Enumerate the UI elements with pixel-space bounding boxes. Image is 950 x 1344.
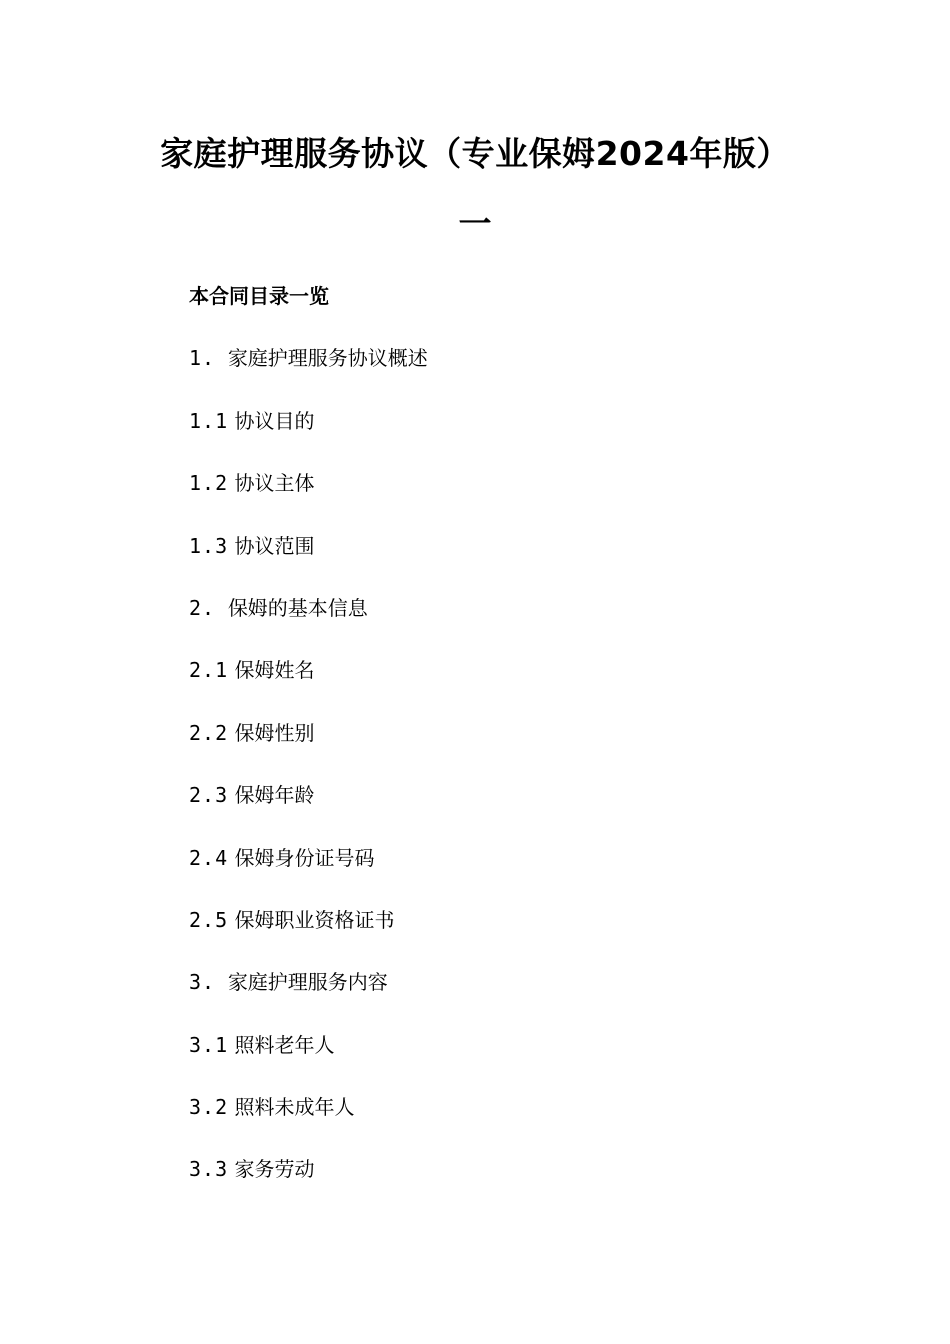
toc-item-text: 家庭护理服务协议概述: [227, 346, 428, 371]
toc-item: [189, 403, 889, 465]
document-title: 家庭护理服务协议（专业保姆2024年版）: [160, 134, 790, 173]
toc-item-text: 保姆年龄: [234, 783, 315, 808]
toc-item-number: 2.4: [189, 845, 229, 870]
toc-item-number: 2.2: [189, 720, 229, 745]
toc-item: [189, 715, 889, 777]
toc-item: [189, 840, 889, 902]
toc-item-number: 1.2: [189, 471, 229, 496]
toc-item-number: 2.: [189, 595, 216, 620]
toc-item-number: 2.3: [189, 783, 229, 808]
toc-item-text: 保姆性别: [234, 720, 315, 745]
toc-heading: 本合同目录一览: [189, 284, 329, 308]
toc-item: [189, 590, 889, 652]
toc-item-number: 1.3: [189, 533, 229, 558]
toc-item-text: 协议目的: [234, 408, 315, 433]
document-title-suffix: 一: [458, 204, 492, 243]
toc-item: [189, 1027, 889, 1089]
toc-item-number: 3.: [189, 970, 216, 995]
toc-item-text: 协议主体: [234, 471, 315, 496]
toc-item-text: 照料老年人: [234, 1032, 335, 1057]
toc-item-text: 保姆姓名: [234, 658, 315, 683]
toc-item-number: 3.3: [189, 1157, 229, 1182]
toc-item: [189, 340, 889, 402]
toc-item-number: 2.1: [189, 658, 229, 683]
toc-item-text: 保姆职业资格证书: [234, 907, 395, 932]
table-of-contents: [189, 278, 889, 1214]
toc-item: [189, 1089, 889, 1151]
toc-item: [189, 1151, 889, 1213]
toc-item-number: 3.2: [189, 1095, 229, 1120]
toc-item-text: 保姆的基本信息: [227, 595, 368, 620]
toc-item: [189, 465, 889, 527]
toc-item: [189, 902, 889, 964]
toc-item: [189, 528, 889, 590]
toc-item-text: 家务劳动: [234, 1157, 315, 1182]
toc-item-text: 照料未成年人: [234, 1095, 355, 1120]
toc-item-number: 1.1: [189, 408, 229, 433]
toc-item: [189, 964, 889, 1026]
toc-item-text: 家庭护理服务内容: [227, 970, 388, 995]
toc-item: [189, 777, 889, 839]
toc-item-number: 2.5: [189, 907, 229, 932]
toc-item: [189, 652, 889, 714]
toc-item-number: 3.1: [189, 1032, 229, 1057]
toc-item-text: 协议范围: [234, 533, 315, 558]
toc-item-number: 1.: [189, 346, 216, 371]
toc-item-text: 保姆身份证号码: [234, 845, 375, 870]
